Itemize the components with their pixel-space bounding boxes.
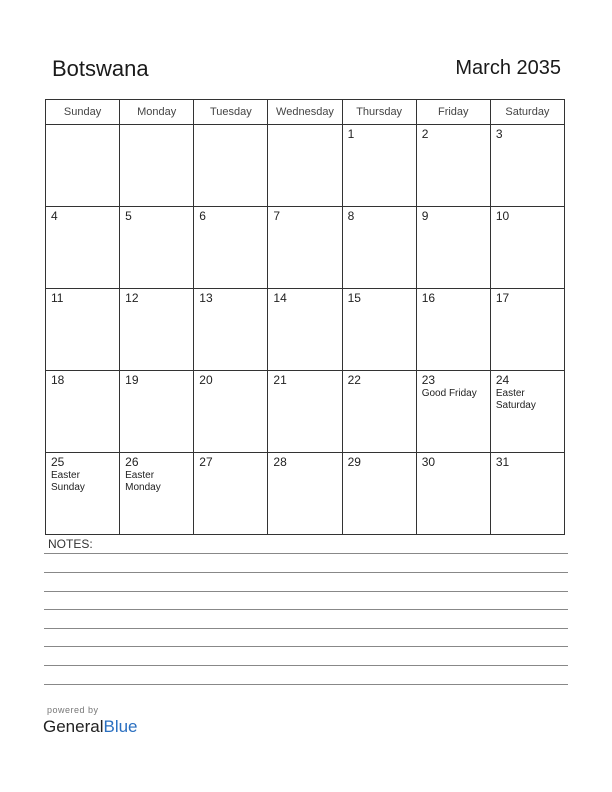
calendar-day-cell — [268, 207, 342, 289]
calendar-day-cell — [120, 453, 194, 535]
month-year-title: March 2035 — [455, 57, 561, 79]
weekday-monday: Monday — [120, 100, 194, 125]
note-line — [44, 553, 568, 554]
weekday-wednesday: Wednesday — [268, 100, 342, 125]
calendar-day-cell — [268, 289, 342, 371]
day-number: 9 — [421, 209, 429, 223]
day-number: 11 — [51, 291, 64, 305]
calendar-day-cell — [490, 289, 564, 371]
day-number: 15 — [347, 291, 361, 305]
day-number: 2 — [421, 127, 429, 141]
day-number: 18 — [51, 373, 65, 387]
calendar-day-cell — [120, 289, 194, 371]
day-number: 21 — [273, 373, 287, 387]
calendar-week-row — [46, 371, 565, 453]
day-number: 26 — [125, 455, 139, 469]
calendar-day-cell — [46, 289, 120, 371]
note-line — [44, 628, 568, 629]
day-number: 4 — [51, 209, 58, 223]
day-number: 13 — [199, 291, 213, 305]
calendar-day-cell — [194, 453, 268, 535]
calendar-week-row — [46, 125, 565, 207]
calendar-day-cell — [46, 125, 120, 207]
day-number: 31 — [495, 455, 510, 469]
holiday-label: Good Friday — [421, 388, 477, 399]
note-line — [44, 665, 568, 666]
day-number: 17 — [495, 291, 510, 305]
calendar-day-cell — [342, 207, 416, 289]
generalblue-logo — [43, 717, 138, 737]
weekday-friday: Friday — [416, 100, 490, 125]
calendar-day-cell — [416, 453, 490, 535]
calendar-week-row — [46, 453, 565, 535]
note-line — [44, 646, 568, 647]
calendar-day-cell — [416, 371, 490, 453]
calendar-day-cell — [194, 371, 268, 453]
weekday-sunday: Sunday — [46, 100, 120, 125]
day-number: 6 — [199, 209, 206, 223]
brand-general: General — [43, 717, 104, 736]
calendar-day-cell — [120, 125, 194, 207]
powered-by-text: powered by — [47, 705, 99, 715]
day-number: 22 — [347, 373, 361, 387]
day-number: 16 — [421, 291, 436, 305]
note-line — [44, 591, 568, 592]
day-number: 12 — [125, 291, 139, 305]
day-number: 27 — [199, 455, 213, 469]
calendar-day-cell — [342, 371, 416, 453]
calendar-day-cell — [490, 207, 564, 289]
day-number: 3 — [495, 127, 503, 141]
calendar-day-cell — [416, 207, 490, 289]
calendar-day-cell — [416, 289, 490, 371]
note-line — [44, 609, 568, 610]
day-number: 19 — [125, 373, 139, 387]
calendar-day-cell — [342, 289, 416, 371]
day-number: 23 — [421, 373, 436, 387]
day-number: 8 — [347, 209, 355, 223]
day-number: 5 — [125, 209, 132, 223]
calendar-day-cell — [46, 207, 120, 289]
calendar-day-cell — [268, 125, 342, 207]
holiday-label: Easter Monday — [125, 470, 161, 493]
calendar-day-cell — [416, 125, 490, 207]
calendar-day-cell — [268, 371, 342, 453]
holiday-label: Easter Saturday — [495, 388, 536, 411]
day-number: 7 — [273, 209, 281, 223]
calendar-week-row — [46, 289, 565, 371]
note-line — [44, 684, 568, 685]
day-number: 14 — [273, 291, 287, 305]
weekday-saturday: Saturday — [490, 100, 564, 125]
calendar-day-cell — [490, 371, 564, 453]
note-line — [44, 572, 568, 573]
day-number: 30 — [421, 455, 436, 469]
calendar-day-cell — [46, 371, 120, 453]
calendar-day-cell — [194, 207, 268, 289]
day-number: 28 — [273, 455, 287, 469]
day-number: 25 — [51, 455, 65, 469]
notes-label: NOTES: — [48, 537, 93, 551]
holiday-label: Easter Sunday — [51, 470, 85, 493]
day-number: 10 — [495, 209, 510, 223]
calendar-week-row — [46, 207, 565, 289]
weekday-tuesday: Tuesday — [194, 100, 268, 125]
calendar-day-cell — [120, 371, 194, 453]
day-number: 20 — [199, 373, 213, 387]
brand-blue: Blue — [103, 717, 138, 736]
calendar-day-cell — [490, 453, 564, 535]
day-number: 1 — [347, 127, 355, 141]
calendar-day-cell — [194, 289, 268, 371]
day-number: 24 — [495, 373, 510, 387]
calendar-day-cell — [490, 125, 564, 207]
calendar-day-cell — [46, 453, 120, 535]
calendar-day-cell — [120, 207, 194, 289]
day-number: 29 — [347, 455, 361, 469]
calendar-grid — [45, 99, 565, 535]
weekday-header-row — [46, 100, 565, 125]
calendar-day-cell — [342, 453, 416, 535]
calendar-day-cell — [194, 125, 268, 207]
weekday-thursday: Thursday — [342, 100, 416, 125]
calendar-day-cell — [268, 453, 342, 535]
country-title: Botswana — [52, 56, 149, 81]
calendar-day-cell — [342, 125, 416, 207]
